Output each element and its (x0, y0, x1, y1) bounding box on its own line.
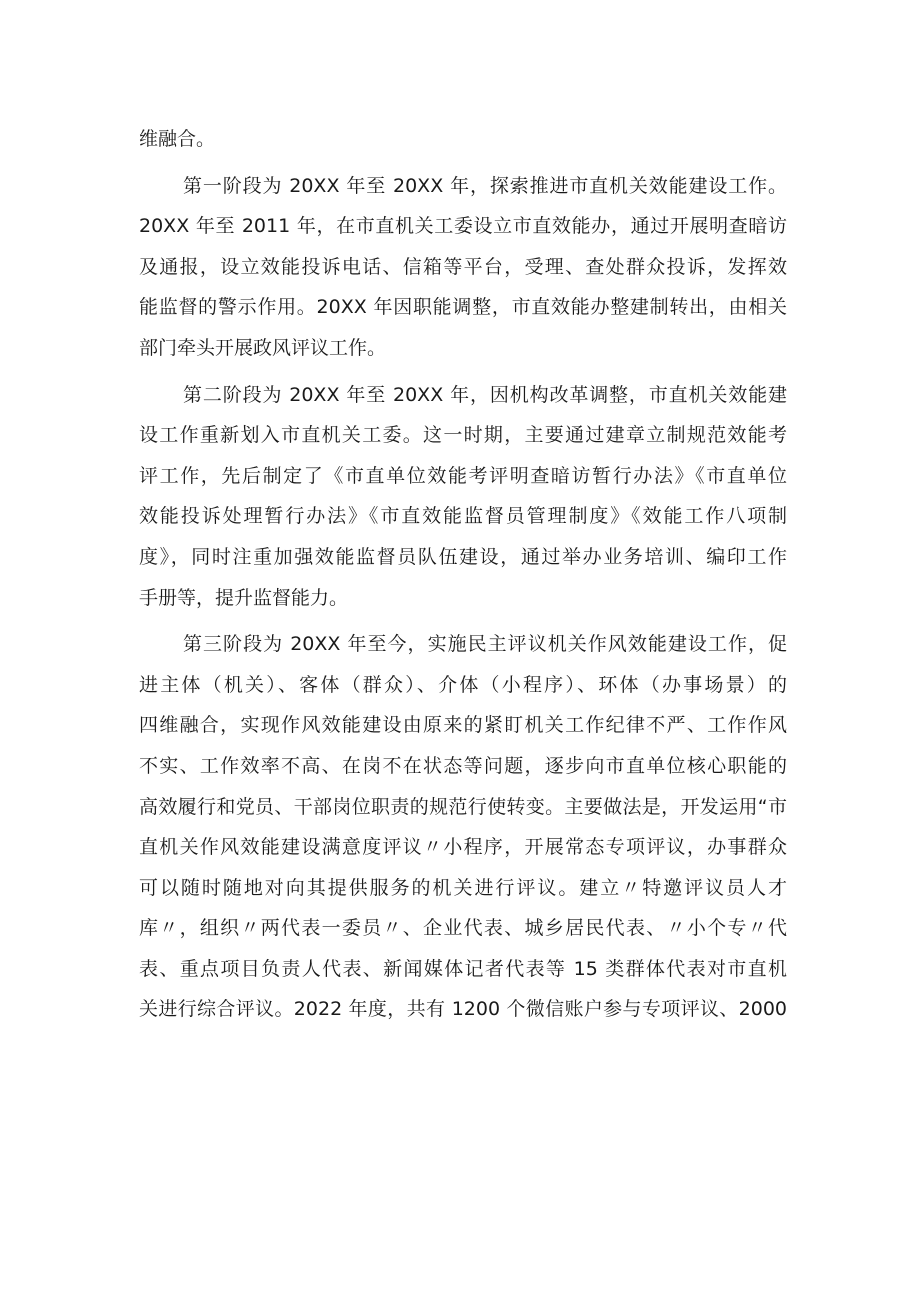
text-line: 第二阶段为 20XX 年至 20XX 年，因机构改革调整，市直机关效能建 (183, 383, 787, 406)
text-line: 度》，同时注重加强效能监督员队伍建设，通过举办业务培训、编印工作 (139, 545, 787, 568)
text-line: 四维融合，实现作风效能建设由原来的紧盯机关工作纪律不严、工作作风 (139, 714, 787, 737)
text-line: 库〃，组织〃两代表一委员〃、企业代表、城乡居民代表、〃小个专〃代 (139, 917, 787, 940)
text-line: 关进行综合评议。2022 年度，共有 1200 个微信账户参与专项评议、2000 (139, 998, 787, 1021)
paragraph (139, 119, 787, 160)
text-line: 评工作，先后制定了《市直单位效能考评明查暗访暂行办法》《市直单位 (139, 464, 787, 487)
text-line: 效能投诉处理暂行办法》《市直效能监督员管理制度》《效能工作八项制 (139, 505, 787, 528)
text-line: 及通报，设立效能投诉电话、信箱等平台，受理、查处群众投诉，发挥效 (139, 255, 787, 278)
paragraph (139, 166, 787, 369)
text-line: 手册等，提升监督能力。 (139, 586, 349, 609)
text-line: 能监督的警示作用。20XX 年因职能调整，市直效能办整建制转出，由相关 (139, 296, 787, 319)
text-line: 20XX 年至 2011 年，在市直机关工委设立市直效能办，通过开展明查暗访 (139, 215, 787, 238)
paragraph (139, 375, 787, 619)
text-line: 直机关作风效能建设满意度评议〃小程序，开展常态专项评议，办事群众 (139, 836, 787, 859)
text-line: 高效履行和党员、干部岗位职责的规范行使转变。主要做法是，开发运用“市 (139, 795, 787, 818)
text-line: 部门牵头开展政风评议工作。 (139, 336, 387, 359)
text-line: 表、重点项目负责人代表、新闻媒体记者代表等 15 类群体代表对市直机 (139, 957, 787, 980)
text-line: 第三阶段为 20XX 年至今，实施民主评议机关作风效能建设工作，促 (183, 633, 787, 656)
text-line: 维融合。 (139, 128, 216, 150)
text-line: 可以随时随地对向其提供服务的机关进行评议。建立〃特邀评议员人才 (139, 876, 787, 899)
text-line: 进主体（机关）、客体（群众）、介体（小程序）、环体（办事场景）的 (139, 673, 787, 696)
document-body (139, 119, 787, 1030)
text-line: 第一阶段为 20XX 年至 20XX 年，探索推进市直机关效能建设工作。 (183, 174, 787, 197)
paragraph (139, 624, 787, 1030)
text-line: 设工作重新划入市直机关工委。这一时期，主要通过建章立制规范效能考 (139, 424, 787, 447)
text-line: 不实、工作效率不高、在岗不在状态等问题，逐步向市直单位核心职能的 (139, 754, 787, 777)
